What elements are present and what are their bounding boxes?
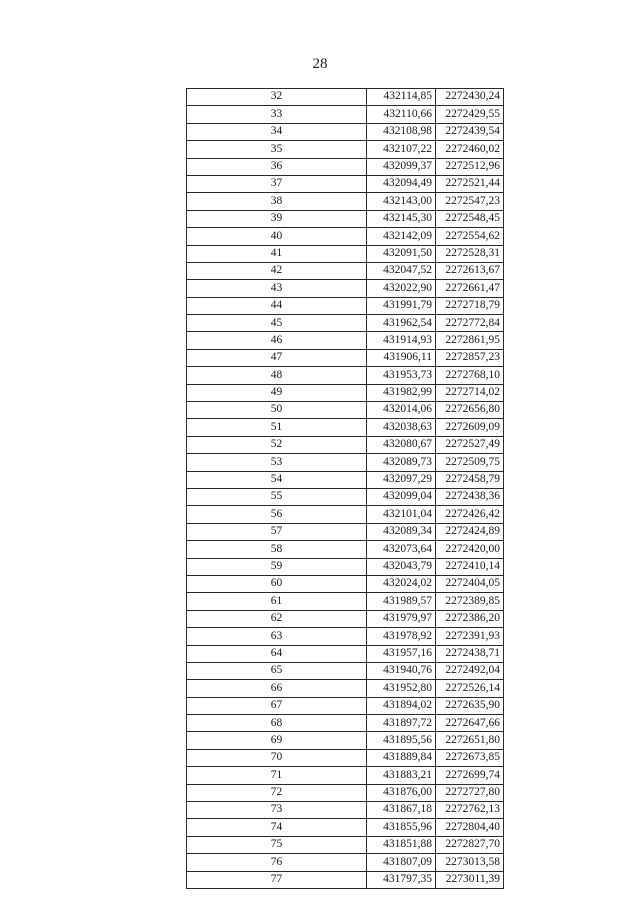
x-coordinate-cell: 431940,76 (367, 662, 436, 679)
y-coordinate-cell: 2272521,44 (436, 175, 504, 192)
y-coordinate-cell: 2272528,31 (436, 245, 504, 262)
point-number-cell: 67 (187, 697, 367, 714)
table-row (187, 645, 504, 662)
x-coordinate-cell: 431851,88 (367, 836, 436, 853)
point-number-cell: 54 (187, 471, 367, 488)
point-number-cell: 33 (187, 106, 367, 123)
table-row (187, 228, 504, 245)
x-coordinate-cell: 432024,02 (367, 575, 436, 592)
coordinates-table-body (187, 89, 504, 889)
y-coordinate-cell: 2272656,80 (436, 402, 504, 419)
x-coordinate-cell: 432089,34 (367, 523, 436, 540)
y-coordinate-cell: 2273013,58 (436, 854, 504, 871)
point-number-cell: 42 (187, 262, 367, 279)
point-number-cell: 39 (187, 210, 367, 227)
point-number-cell: 63 (187, 628, 367, 645)
x-coordinate-cell: 432145,30 (367, 210, 436, 227)
y-coordinate-cell: 2272861,95 (436, 332, 504, 349)
y-coordinate-cell: 2273011,39 (436, 871, 504, 888)
y-coordinate-cell: 2272548,45 (436, 210, 504, 227)
point-number-cell: 68 (187, 715, 367, 732)
y-coordinate-cell: 2272458,79 (436, 471, 504, 488)
x-coordinate-cell: 432080,67 (367, 436, 436, 453)
y-coordinate-cell: 2272857,23 (436, 349, 504, 366)
x-coordinate-cell: 432047,52 (367, 262, 436, 279)
table-row (187, 384, 504, 401)
x-coordinate-cell: 431855,96 (367, 819, 436, 836)
y-coordinate-cell: 2272613,67 (436, 262, 504, 279)
table-row (187, 158, 504, 175)
page-number: 28 (312, 56, 328, 72)
point-number-cell: 48 (187, 367, 367, 384)
y-coordinate-cell: 2272635,90 (436, 697, 504, 714)
table-row (187, 836, 504, 853)
table-row (187, 558, 504, 575)
y-coordinate-cell: 2272512,96 (436, 158, 504, 175)
y-coordinate-cell: 2272426,42 (436, 506, 504, 523)
y-coordinate-cell: 2272526,14 (436, 680, 504, 697)
point-number-cell: 76 (187, 854, 367, 871)
table-row (187, 106, 504, 123)
x-coordinate-cell: 432110,66 (367, 106, 436, 123)
y-coordinate-cell: 2272714,02 (436, 384, 504, 401)
point-number-cell: 58 (187, 541, 367, 558)
table-row (187, 471, 504, 488)
y-coordinate-cell: 2272527,49 (436, 436, 504, 453)
table-row (187, 523, 504, 540)
point-number-cell: 49 (187, 384, 367, 401)
x-coordinate-cell: 431978,92 (367, 628, 436, 645)
point-number-cell: 46 (187, 332, 367, 349)
x-coordinate-cell: 431953,73 (367, 367, 436, 384)
point-number-cell: 69 (187, 732, 367, 749)
coordinates-table (186, 88, 504, 889)
point-number-cell: 38 (187, 193, 367, 210)
point-number-cell: 59 (187, 558, 367, 575)
y-coordinate-cell: 2272424,89 (436, 523, 504, 540)
x-coordinate-cell: 432107,22 (367, 141, 436, 158)
table-row (187, 454, 504, 471)
table-row (187, 767, 504, 784)
y-coordinate-cell: 2272651,80 (436, 732, 504, 749)
point-number-cell: 70 (187, 749, 367, 766)
point-number-cell: 37 (187, 175, 367, 192)
table-row (187, 628, 504, 645)
y-coordinate-cell: 2272420,00 (436, 541, 504, 558)
point-number-cell: 47 (187, 349, 367, 366)
table-row (187, 802, 504, 819)
table-row (187, 193, 504, 210)
point-number-cell: 40 (187, 228, 367, 245)
table-row (187, 367, 504, 384)
point-number-cell: 35 (187, 141, 367, 158)
y-coordinate-cell: 2272438,71 (436, 645, 504, 662)
y-coordinate-cell: 2272492,04 (436, 662, 504, 679)
point-number-cell: 45 (187, 315, 367, 332)
table-row (187, 262, 504, 279)
table-row (187, 749, 504, 766)
x-coordinate-cell: 432089,73 (367, 454, 436, 471)
table-row (187, 349, 504, 366)
table-row (187, 245, 504, 262)
x-coordinate-cell: 431979,97 (367, 610, 436, 627)
table-row (187, 610, 504, 627)
x-coordinate-cell: 431867,18 (367, 802, 436, 819)
table-row (187, 662, 504, 679)
y-coordinate-cell: 2272673,85 (436, 749, 504, 766)
x-coordinate-cell: 432142,09 (367, 228, 436, 245)
x-coordinate-cell: 431883,21 (367, 767, 436, 784)
x-coordinate-cell: 432014,06 (367, 402, 436, 419)
x-coordinate-cell: 431989,57 (367, 593, 436, 610)
x-coordinate-cell: 432099,04 (367, 488, 436, 505)
table-row (187, 419, 504, 436)
x-coordinate-cell: 432097,29 (367, 471, 436, 488)
x-coordinate-cell: 432114,85 (367, 89, 436, 106)
y-coordinate-cell: 2272429,55 (436, 106, 504, 123)
point-number-cell: 43 (187, 280, 367, 297)
x-coordinate-cell: 431894,02 (367, 697, 436, 714)
point-number-cell: 77 (187, 871, 367, 888)
x-coordinate-cell: 432094,49 (367, 175, 436, 192)
x-coordinate-cell: 431797,35 (367, 871, 436, 888)
table-row (187, 141, 504, 158)
point-number-cell: 55 (187, 488, 367, 505)
point-number-cell: 34 (187, 123, 367, 140)
point-number-cell: 44 (187, 297, 367, 314)
x-coordinate-cell: 432091,50 (367, 245, 436, 262)
y-coordinate-cell: 2272768,10 (436, 367, 504, 384)
point-number-cell: 75 (187, 836, 367, 853)
y-coordinate-cell: 2272661,47 (436, 280, 504, 297)
y-coordinate-cell: 2272554,62 (436, 228, 504, 245)
x-coordinate-cell: 432143,00 (367, 193, 436, 210)
y-coordinate-cell: 2272404,05 (436, 575, 504, 592)
y-coordinate-cell: 2272699,74 (436, 767, 504, 784)
x-coordinate-cell: 432099,37 (367, 158, 436, 175)
x-coordinate-cell: 432101,04 (367, 506, 436, 523)
table-row (187, 402, 504, 419)
table-row (187, 854, 504, 871)
x-coordinate-cell: 432038,63 (367, 419, 436, 436)
table-row (187, 819, 504, 836)
y-coordinate-cell: 2272386,20 (436, 610, 504, 627)
table-row (187, 575, 504, 592)
point-number-cell: 61 (187, 593, 367, 610)
x-coordinate-cell: 431982,99 (367, 384, 436, 401)
x-coordinate-cell: 431952,80 (367, 680, 436, 697)
y-coordinate-cell: 2272391,93 (436, 628, 504, 645)
point-number-cell: 57 (187, 523, 367, 540)
x-coordinate-cell: 432108,98 (367, 123, 436, 140)
point-number-cell: 74 (187, 819, 367, 836)
point-number-cell: 73 (187, 802, 367, 819)
y-coordinate-cell: 2272762,13 (436, 802, 504, 819)
y-coordinate-cell: 2272827,70 (436, 836, 504, 853)
x-coordinate-cell: 431889,84 (367, 749, 436, 766)
table-row (187, 732, 504, 749)
y-coordinate-cell: 2272509,75 (436, 454, 504, 471)
table-row (187, 680, 504, 697)
x-coordinate-cell: 431957,16 (367, 645, 436, 662)
y-coordinate-cell: 2272647,66 (436, 715, 504, 732)
table-row (187, 175, 504, 192)
point-number-cell: 64 (187, 645, 367, 662)
y-coordinate-cell: 2272727,80 (436, 784, 504, 801)
x-coordinate-cell: 431914,93 (367, 332, 436, 349)
table-row (187, 210, 504, 227)
table-row (187, 784, 504, 801)
table-row (187, 715, 504, 732)
y-coordinate-cell: 2272389,85 (436, 593, 504, 610)
point-number-cell: 50 (187, 402, 367, 419)
x-coordinate-cell: 431897,72 (367, 715, 436, 732)
y-coordinate-cell: 2272547,23 (436, 193, 504, 210)
table-row (187, 488, 504, 505)
point-number-cell: 53 (187, 454, 367, 471)
x-coordinate-cell: 431906,11 (367, 349, 436, 366)
point-number-cell: 32 (187, 89, 367, 106)
table-row (187, 436, 504, 453)
x-coordinate-cell: 432043,79 (367, 558, 436, 575)
y-coordinate-cell: 2272718,79 (436, 297, 504, 314)
point-number-cell: 66 (187, 680, 367, 697)
table-row (187, 506, 504, 523)
table-row (187, 593, 504, 610)
table-row (187, 89, 504, 106)
table-row (187, 123, 504, 140)
table-row (187, 280, 504, 297)
point-number-cell: 62 (187, 610, 367, 627)
table-row (187, 297, 504, 314)
point-number-cell: 52 (187, 436, 367, 453)
point-number-cell: 56 (187, 506, 367, 523)
x-coordinate-cell: 431895,56 (367, 732, 436, 749)
y-coordinate-cell: 2272430,24 (436, 89, 504, 106)
point-number-cell: 72 (187, 784, 367, 801)
y-coordinate-cell: 2272460,02 (436, 141, 504, 158)
y-coordinate-cell: 2272772,84 (436, 315, 504, 332)
x-coordinate-cell: 431876,00 (367, 784, 436, 801)
x-coordinate-cell: 431991,79 (367, 297, 436, 314)
table-row (187, 541, 504, 558)
point-number-cell: 65 (187, 662, 367, 679)
y-coordinate-cell: 2272609,09 (436, 419, 504, 436)
y-coordinate-cell: 2272804,40 (436, 819, 504, 836)
table-row (187, 332, 504, 349)
table-row (187, 697, 504, 714)
y-coordinate-cell: 2272410,14 (436, 558, 504, 575)
x-coordinate-cell: 432073,64 (367, 541, 436, 558)
x-coordinate-cell: 431807,09 (367, 854, 436, 871)
table-row (187, 871, 504, 888)
table-row (187, 315, 504, 332)
point-number-cell: 60 (187, 575, 367, 592)
y-coordinate-cell: 2272439,54 (436, 123, 504, 140)
point-number-cell: 71 (187, 767, 367, 784)
point-number-cell: 41 (187, 245, 367, 262)
point-number-cell: 36 (187, 158, 367, 175)
point-number-cell: 51 (187, 419, 367, 436)
x-coordinate-cell: 432022,90 (367, 280, 436, 297)
x-coordinate-cell: 431962,54 (367, 315, 436, 332)
y-coordinate-cell: 2272438,36 (436, 488, 504, 505)
